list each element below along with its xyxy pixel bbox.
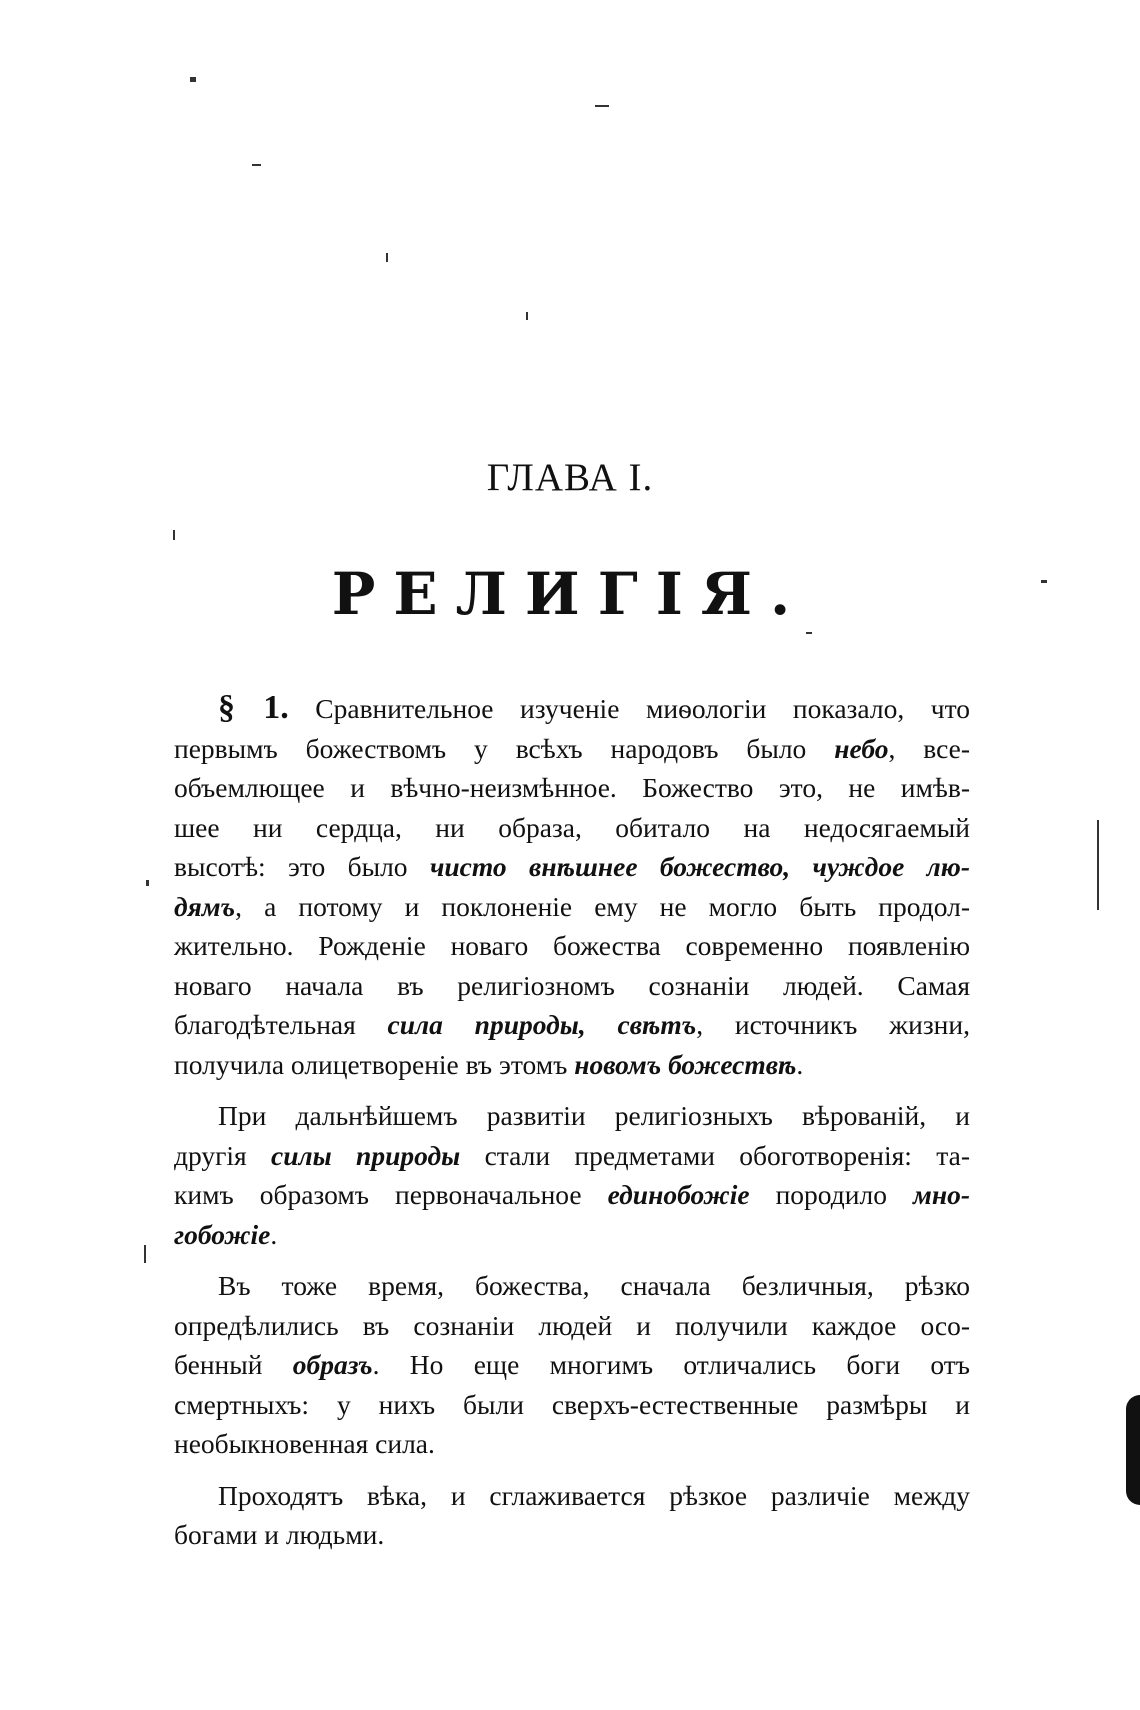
- section-sign: § 1.: [218, 689, 289, 726]
- text-line: [174, 688, 970, 729]
- text-span: получила олицетвореніе въ этомъ: [174, 1048, 575, 1080]
- emphasis-span: мно-: [912, 1179, 970, 1210]
- text-line: Проходятъ вѣка, и сглаживается рѣзкое различіе между: [218, 1479, 970, 1511]
- text-line: шее ни сердца, ни образа, обитало на недосягаемый: [174, 811, 970, 843]
- text-line: При дальнѣйшемъ развитіи религіозныхъ вѣрованій, и: [218, 1100, 970, 1131]
- text-span: , а потому и поклоненіе ему не могло быть продол-: [235, 890, 970, 922]
- text-line: новаго начала въ религіозномъ сознаніи людей. Самая: [174, 969, 970, 1001]
- text-span: благодѣтельная: [174, 1009, 388, 1040]
- scan-speck: [526, 312, 528, 320]
- text-span: другія: [174, 1139, 272, 1171]
- emphasis-span: дямъ: [174, 890, 236, 922]
- scan-speck: [806, 632, 812, 634]
- paragraph-gap: [174, 1464, 970, 1476]
- text-line: [174, 887, 970, 927]
- text-line: необыкновенная сила.: [174, 1428, 435, 1459]
- scan-speck: [386, 253, 388, 262]
- scan-speck: [144, 1245, 146, 1263]
- emphasis-span: образъ: [292, 1349, 373, 1380]
- scan-speck: [146, 880, 149, 886]
- emphasis-span: сила природы, свѣтъ: [387, 1009, 697, 1040]
- text-span: высотѣ: это было: [174, 851, 430, 882]
- text-line: Въ тоже время, божества, сначала безличныя, рѣзко: [218, 1270, 970, 1301]
- emphasis-span: чисто внѣшнее божество, чуждое лю-: [429, 851, 971, 882]
- text-line: богами и людьми.: [174, 1519, 385, 1550]
- text-line: [174, 1215, 970, 1255]
- text-line: [174, 847, 970, 887]
- text-span: , все-: [888, 732, 970, 764]
- scan-speck: [173, 530, 175, 540]
- text-line: [174, 1045, 970, 1085]
- body-text: [174, 688, 970, 1555]
- text-span: Сравнительное изученіе миѳологіи показало, что: [288, 693, 970, 724]
- text-span: первымъ божествомъ у всѣхъ народовъ было: [174, 732, 835, 764]
- text-line: смертныхъ: у нихъ были сверхъ-естественные размѣры и: [174, 1388, 970, 1420]
- text-line: [174, 1136, 970, 1176]
- text-line: [174, 729, 970, 769]
- text-span: .: [270, 1218, 278, 1250]
- text-span: кимъ образомъ первоначальное: [174, 1179, 608, 1210]
- text-line: [174, 1005, 970, 1045]
- scan-speck: [190, 77, 196, 82]
- scan-speck: [1097, 820, 1099, 910]
- page-edge-shadow: [1126, 1395, 1140, 1505]
- emphasis-span: гобожіе: [174, 1218, 271, 1250]
- chapter-label: ГЛАВА I.: [486, 456, 654, 499]
- text-span: породило: [749, 1179, 913, 1210]
- text-span: . Но еще многимъ отличались боги отъ: [372, 1349, 970, 1380]
- text-span: , источникъ жизни,: [696, 1009, 970, 1040]
- chapter-title: РЕЛИГІЯ.: [331, 560, 809, 628]
- text-line: опредѣлились въ сознаніи людей и получили каждое осо-: [174, 1309, 970, 1341]
- emphasis-span: небо: [834, 732, 889, 764]
- text-line: [174, 1345, 970, 1385]
- text-line: объемлющее и вѣчно-неизмѣнное. Божество это, не имѣв-: [174, 772, 970, 803]
- text-span: .: [796, 1048, 804, 1080]
- scan-speck: [595, 105, 609, 107]
- text-line: жительно. Рожденіе новаго божества современно появленію: [174, 930, 970, 961]
- paragraph-gap: [174, 1254, 970, 1266]
- emphasis-span: новомъ божествѣ: [574, 1048, 797, 1080]
- text-span: бенный: [174, 1349, 293, 1380]
- text-span: стали предметами обоготворенія: та-: [460, 1139, 970, 1171]
- scan-speck: [252, 164, 261, 166]
- text-line: [174, 1175, 970, 1215]
- emphasis-span: силы природы: [271, 1139, 461, 1171]
- paragraph-gap: [174, 1084, 970, 1096]
- emphasis-span: единобожіе: [607, 1179, 750, 1210]
